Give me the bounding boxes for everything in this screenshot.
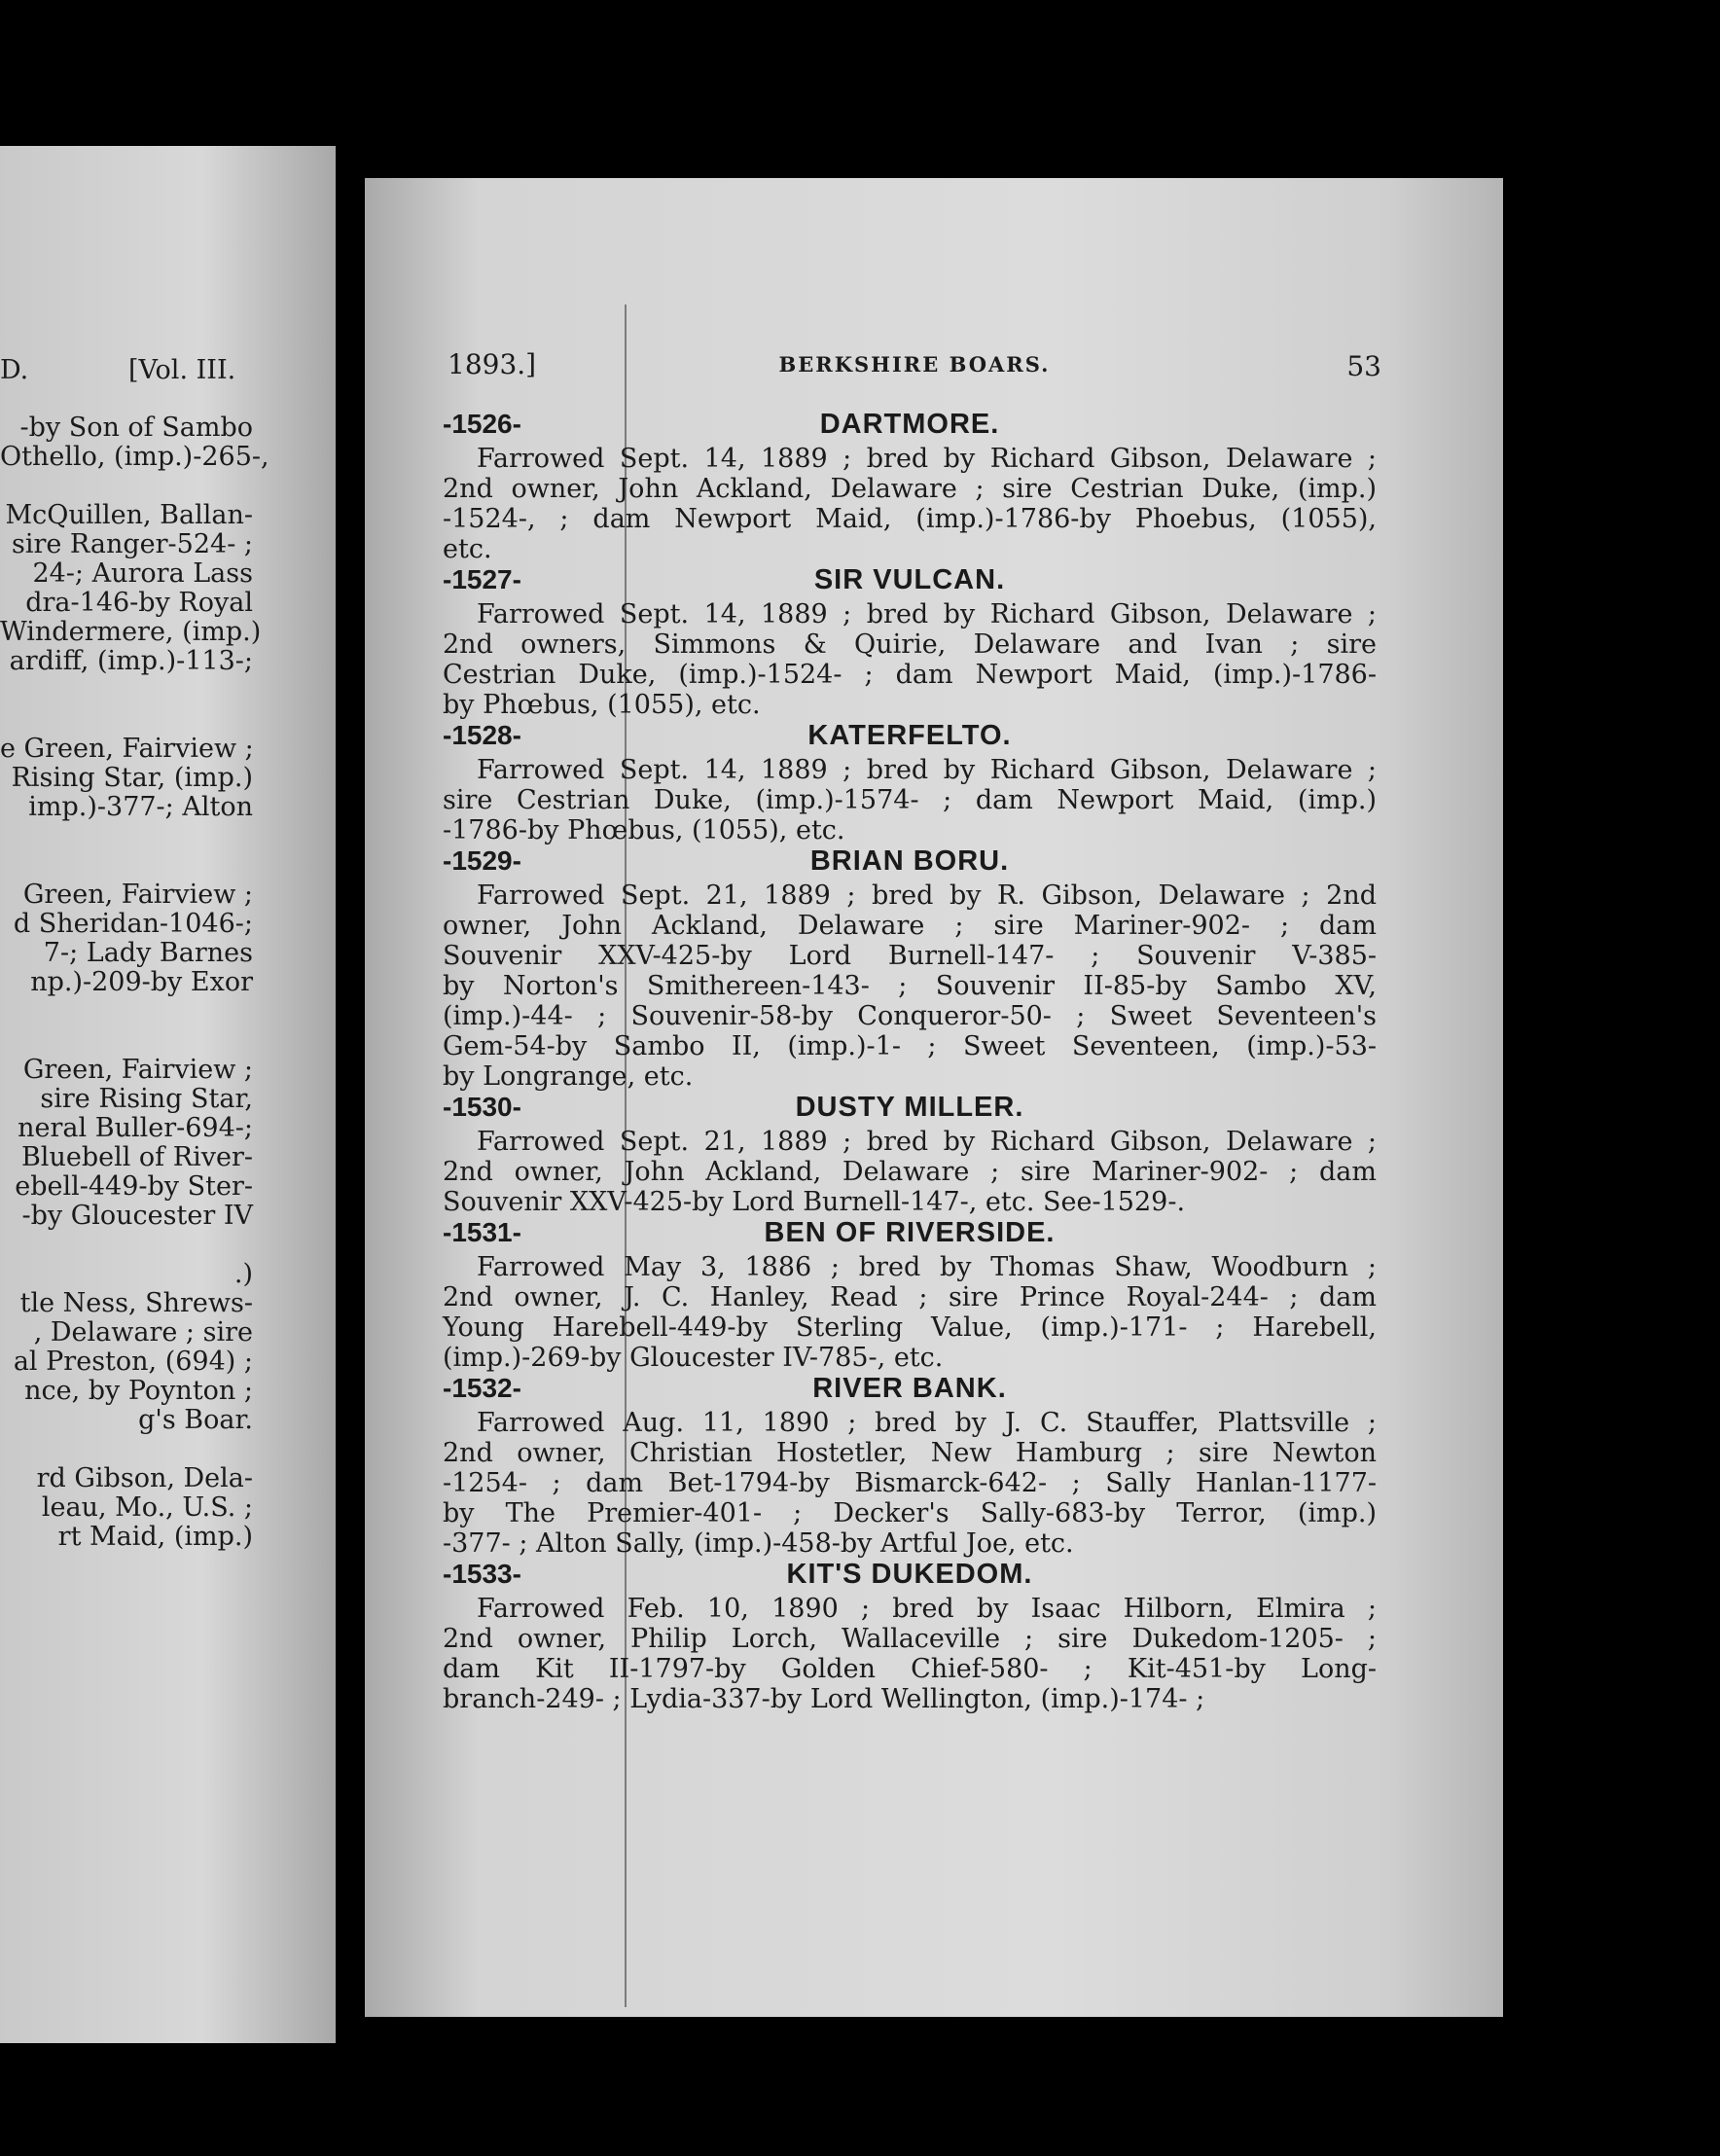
left-page-line: np.)-209-by Exor	[30, 967, 253, 997]
left-header-right: [Vol. III.	[128, 355, 236, 385]
entry-line: sire Cestrian Duke, (imp.)-1574- ; dam Newport Maid, (imp.)	[443, 785, 1377, 815]
entry-line: etc.	[443, 534, 492, 564]
entry-number: -1528-	[443, 720, 521, 750]
pedigree-entry	[443, 1559, 1377, 1714]
entry-line: owner, John Ackland, Delaware ; sire Mariner-902- ; dam	[443, 911, 1377, 941]
entry-line: -1254- ; dam Bet-1794-by Bismarck-642- ; Sally Hanlan-1177-	[443, 1468, 1377, 1498]
left-page-line	[0, 676, 321, 705]
entry-line: 2nd owner, John Ackland, Delaware ; sire Cestrian Duke, (imp.)	[443, 474, 1377, 504]
entry-heading	[443, 1217, 1377, 1252]
left-page-line: dra-146-by Royal	[25, 588, 253, 618]
pedigree-entry	[443, 720, 1377, 845]
left-page-text	[0, 413, 321, 1552]
entry-number: -1531-	[443, 1217, 521, 1247]
entry-body	[443, 880, 1377, 1092]
left-page-line: 7-; Lady Barnes	[43, 938, 253, 968]
running-head-year: 1893.]	[448, 348, 537, 380]
entry-line: 2nd owner, Christian Hostetler, New Hamburg ; sire Newton	[443, 1438, 1377, 1468]
entry-name: KIT'S DUKEDOM.	[786, 1559, 1033, 1590]
left-page-line: Windermere, (imp.)	[0, 617, 262, 647]
left-page-line: Green, Fairview ;	[22, 880, 253, 910]
left-page-line	[0, 472, 321, 501]
entry-line: branch-249- ; Lydia-337-by Lord Wellington, (imp.)-174- ;	[443, 1684, 1205, 1714]
left-header-left: D.	[0, 355, 29, 385]
entry-heading	[443, 845, 1377, 880]
entry-name: BEN OF RIVERSIDE.	[764, 1217, 1056, 1248]
right-page	[365, 178, 1503, 2017]
left-page-line: g's Boar.	[138, 1405, 253, 1435]
left-page-line: leau, Mo., U.S. ;	[41, 1492, 253, 1523]
left-page-line: tle Ness, Shrews-	[19, 1288, 253, 1318]
entry-line: Farrowed May 3, 1886 ; bred by Thomas Shaw, Woodburn ;	[477, 1252, 1377, 1282]
entry-number: -1526-	[443, 409, 521, 439]
entry-heading	[443, 720, 1377, 755]
entry-body	[443, 755, 1377, 845]
left-page-line	[0, 997, 321, 1026]
left-page-line: neral Buller-694-;	[18, 1113, 253, 1143]
entry-line: Souvenir XXV-425-by Lord Burnell-147- ; Souvenir V-385-	[443, 941, 1377, 971]
left-page-line: 24-; Aurora Lass	[32, 558, 253, 589]
entry-body	[443, 1252, 1377, 1373]
entry-line: Souvenir XXV-425-by Lord Burnell-147-, etc. See-1529-.	[443, 1187, 1186, 1217]
left-page-line: sire Ranger-524- ;	[11, 529, 253, 559]
entry-number: -1533-	[443, 1559, 521, 1589]
left-page-fragment	[0, 146, 336, 2043]
entry-name: DUSTY MILLER.	[795, 1092, 1024, 1123]
entry-name: BRIAN BORU.	[809, 845, 1010, 877]
entry-line: by Norton's Smithereen-143- ; Souvenir II-85-by Sambo XV,	[443, 971, 1377, 1001]
entry-number: -1532-	[443, 1373, 521, 1403]
entry-line: Farrowed Aug. 11, 1890 ; bred by J. C. Stauffer, Plattsville ;	[477, 1408, 1377, 1438]
entry-body	[443, 1408, 1377, 1559]
left-page-line: Rising Star, (imp.)	[11, 763, 253, 793]
pedigree-entry	[443, 1217, 1377, 1373]
entry-line: 2nd owner, J. C. Hanley, Read ; sire Prince Royal-244- ; dam	[443, 1282, 1377, 1312]
entry-line: by The Premier-401- ; Decker's Sally-683-by Terror, (imp.)	[443, 1498, 1377, 1528]
left-page-line: Bluebell of River-	[20, 1142, 253, 1172]
entry-line: Farrowed Feb. 10, 1890 ; bred by Isaac Hilborn, Elmira ;	[477, 1594, 1377, 1624]
entry-line: Farrowed Sept. 14, 1889 ; bred by Richard Gibson, Delaware ;	[477, 755, 1377, 785]
entry-heading	[443, 409, 1377, 444]
running-head	[448, 348, 1381, 387]
entry-heading	[443, 1092, 1377, 1127]
entry-line: Farrowed Sept. 14, 1889 ; bred by Richard Gibson, Delaware ;	[477, 444, 1377, 474]
entry-line: 2nd owners, Simmons & Quirie, Delaware and Ivan ; sire	[443, 629, 1377, 660]
left-page-line	[0, 851, 321, 880]
left-page-line: Othello, (imp.)-265-,	[0, 442, 269, 472]
entry-heading	[443, 1373, 1377, 1408]
entry-name: KATERFELTO.	[807, 720, 1012, 751]
pedigree-entry	[443, 409, 1377, 564]
entry-line: by Phœbus, (1055), etc.	[443, 690, 761, 720]
left-page-line: rt Maid, (imp.)	[57, 1522, 253, 1552]
pedigree-entry	[443, 1373, 1377, 1559]
entry-line: 2nd owner, John Ackland, Delaware ; sire Mariner-902- ; dam	[443, 1157, 1377, 1187]
entry-body	[443, 444, 1377, 564]
left-page-line: -by Gloucester IV	[21, 1201, 253, 1231]
entry-line: 2nd owner, Philip Lorch, Wallaceville ; sire Dukedom-1205- ;	[443, 1624, 1377, 1654]
entry-heading	[443, 1559, 1377, 1594]
entry-line: -377- ; Alton Sally, (imp.)-458-by Artful Joe, etc.	[443, 1528, 1074, 1559]
entry-body	[443, 599, 1377, 720]
left-page-line: rd Gibson, Dela-	[36, 1463, 253, 1493]
entry-line: Gem-54-by Sambo II, (imp.)-1- ; Sweet Seventeen, (imp.)-53-	[443, 1031, 1377, 1061]
entry-body	[443, 1127, 1377, 1217]
entry-line: (imp.)-44- ; Souvenir-58-by Conqueror-50- ; Sweet Seventeen's	[443, 1001, 1377, 1031]
left-page-line: McQuillen, Ballan-	[5, 500, 253, 530]
left-page-line	[0, 1026, 321, 1056]
entry-number: -1527-	[443, 564, 521, 594]
left-page-line: e Green, Fairview ;	[0, 734, 254, 764]
entry-line: -1786-by Phœbus, (1055), etc.	[443, 815, 845, 845]
entry-number: -1529-	[443, 845, 521, 876]
left-page-line: , Delaware ; sire	[33, 1317, 253, 1348]
running-head-title: BERKSHIRE BOARS.	[778, 352, 1051, 377]
entry-line: Farrowed Sept. 21, 1889 ; bred by R. Gibson, Delaware ; 2nd	[477, 880, 1377, 911]
entry-line: -1524-, ; dam Newport Maid, (imp.)-1786-by Phoebus, (1055),	[443, 504, 1377, 534]
pedigree-entry	[443, 564, 1377, 720]
pedigree-entry	[443, 1092, 1377, 1217]
page-number: 53	[1346, 350, 1381, 382]
left-page-line: .)	[233, 1259, 253, 1289]
left-page-line: imp.)-377-; Alton	[28, 792, 253, 822]
left-page-line: Green, Fairview ;	[22, 1055, 253, 1085]
left-page-line: sire Rising Star,	[40, 1084, 253, 1114]
left-page-line	[0, 705, 321, 735]
left-page-line	[0, 1231, 321, 1260]
entry-name: SIR VULCAN.	[813, 564, 1006, 595]
left-page-line: ardiff, (imp.)-113-;	[9, 646, 253, 676]
entry-number: -1530-	[443, 1092, 521, 1122]
left-page-line: ebell-449-by Ster-	[15, 1171, 253, 1202]
left-page-line: al Preston, (694) ;	[13, 1347, 253, 1377]
entry-body	[443, 1594, 1377, 1714]
entry-line: Cestrian Duke, (imp.)-1524- ; dam Newport Maid, (imp.)-1786-	[443, 660, 1377, 690]
entry-name: RIVER BANK.	[812, 1373, 1007, 1404]
left-page-line: d Sheridan-1046-;	[13, 909, 253, 939]
entry-line: Farrowed Sept. 14, 1889 ; bred by Richard Gibson, Delaware ;	[477, 599, 1377, 629]
pedigree-entry	[443, 845, 1377, 1092]
left-page-line: nce, by Poynton ;	[24, 1376, 253, 1406]
entry-heading	[443, 564, 1377, 599]
entry-line: by Longrange, etc.	[443, 1061, 694, 1092]
left-page-line	[0, 822, 321, 851]
entry-line: dam Kit II-1797-by Golden Chief-580- ; Kit-451-by Long-	[443, 1654, 1377, 1684]
entry-name: DARTMORE.	[819, 409, 1000, 440]
left-page-line	[0, 1435, 321, 1464]
entries-list	[443, 409, 1377, 1714]
entry-line: (imp.)-269-by Gloucester IV-785-, etc.	[443, 1343, 944, 1373]
entry-line: Farrowed Sept. 21, 1889 ; bred by Richard Gibson, Delaware ;	[477, 1127, 1377, 1157]
entry-line: Young Harebell-449-by Sterling Value, (imp.)-171- ; Harebell,	[443, 1312, 1377, 1343]
left-page-line: -by Son of Sambo	[19, 413, 253, 443]
